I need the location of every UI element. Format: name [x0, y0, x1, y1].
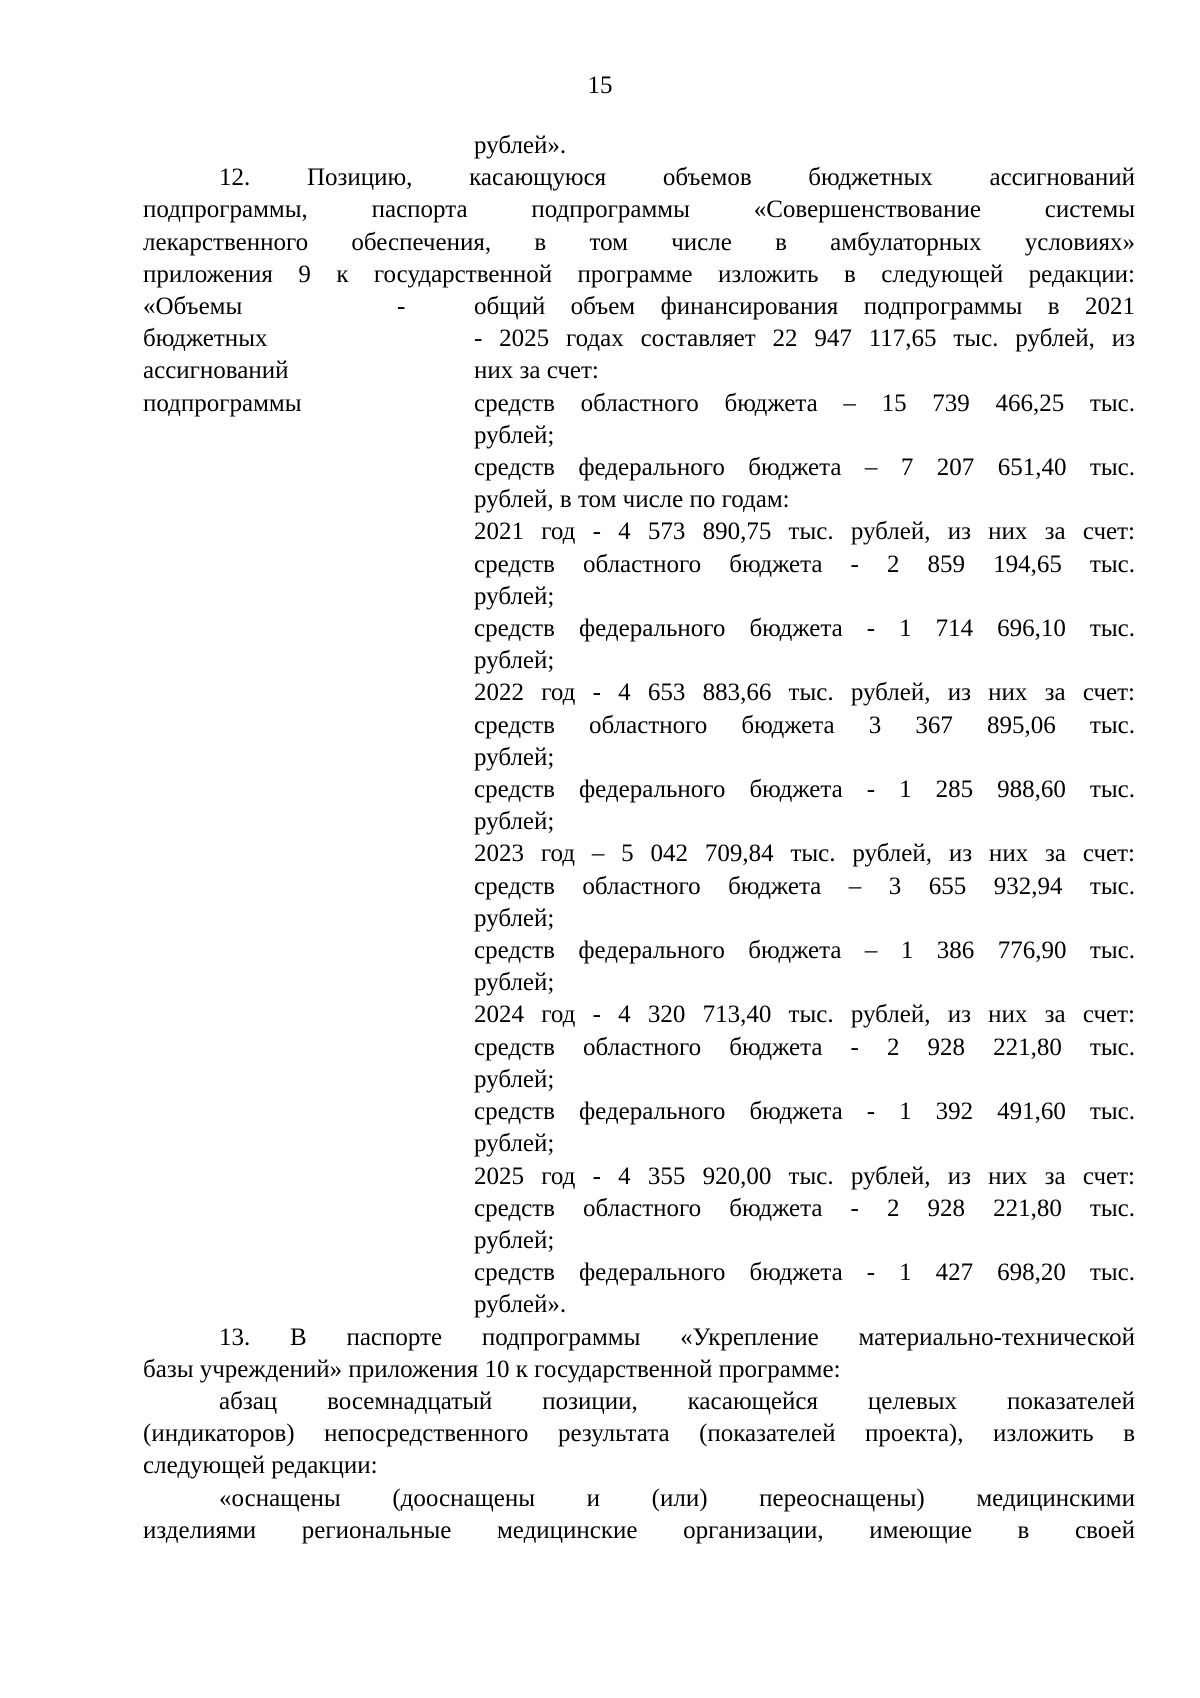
- passport-label-line: бюджетных: [143, 325, 268, 353]
- passport-line: рублей;: [474, 421, 555, 449]
- item-12-line: подпрограммы, паспорта подпрограммы «Совершенствование системы: [143, 196, 1135, 224]
- paragraph-line: «оснащены (дооснащены и (или) переоснащены) медицинскими: [219, 1484, 1135, 1512]
- passport-line: средств федерального бюджета – 7 207 651,40 тыс.: [474, 454, 1135, 482]
- passport-line: средств областного бюджета - 2 928 221,80 тыс.: [474, 1033, 1135, 1061]
- passport-line: 2022 год - 4 653 883,66 тыс. рублей, из них за счет:: [474, 679, 1135, 707]
- passport-line: них за счет:: [474, 357, 599, 385]
- page-number: 15: [587, 72, 613, 99]
- passport-line: рублей;: [474, 1065, 555, 1093]
- budget-passport-block: [143, 291, 1135, 1322]
- passport-line: средств федерального бюджета - 1 427 698,20 тыс.: [474, 1259, 1135, 1287]
- passport-line: рублей».: [474, 1291, 567, 1319]
- item-12-line: лекарственного обеспечения, в том числе в амбулаторных условиях»: [143, 228, 1135, 256]
- continuation-line: рублей».: [474, 132, 567, 159]
- passport-line: рублей;: [474, 969, 555, 997]
- passport-line: средств областного бюджета – 3 655 932,94 тыс.: [474, 872, 1135, 900]
- passport-line: - 2025 годах составляет 22 947 117,65 тыс. рублей, из: [474, 325, 1135, 353]
- passport-line: рублей;: [474, 647, 555, 675]
- paragraph-line: (индикаторов) непосредственного результата (показателей проекта), изложить в: [143, 1420, 1135, 1448]
- passport-line: рублей;: [474, 1226, 555, 1254]
- passport-line: 2025 год - 4 355 920,00 тыс. рублей, из них за счет:: [474, 1162, 1135, 1190]
- item-12: [143, 162, 1135, 291]
- item-12-line: 12. Позицию, касающуюся объемов бюджетных ассигнований: [219, 164, 1135, 192]
- passport-label-line: «Объемы: [143, 293, 243, 321]
- item-12-line: приложения 9 к государственной программе изложить в следующей редакции:: [143, 260, 1135, 288]
- passport-line: рублей;: [474, 808, 555, 836]
- paragraph-line: следующей редакции:: [143, 1452, 378, 1480]
- passport-line: рублей;: [474, 904, 555, 932]
- passport-line: средств федерального бюджета - 1 392 491,60 тыс.: [474, 1098, 1135, 1126]
- passport-line: общий объем финансирования подпрограммы в 2021: [474, 293, 1135, 321]
- passport-line: средств областного бюджета 3 367 895,06 тыс.: [474, 711, 1135, 739]
- passport-line: средств областного бюджета - 2 928 221,80 тыс.: [474, 1194, 1135, 1222]
- passport-line: рублей;: [474, 743, 555, 771]
- item-13-line: 13. В паспорте подпрограммы «Укрепление материально-технической: [219, 1323, 1135, 1351]
- passport-line: рублей;: [474, 1130, 555, 1158]
- document-body: [143, 130, 1135, 1547]
- passport-label: [143, 291, 343, 420]
- passport-line: средств областного бюджета – 15 739 466,25 тыс.: [474, 389, 1135, 417]
- item-13-line: базы учреждений» приложения 10 к государственной программе:: [143, 1355, 841, 1383]
- passport-line: 2024 год - 4 320 713,40 тыс. рублей, из них за счет:: [474, 1001, 1135, 1029]
- passport-line: средств федерального бюджета - 1 285 988,60 тыс.: [474, 776, 1135, 804]
- paragraph-line: изделиями региональные медицинские организации, имеющие в своей: [143, 1516, 1135, 1544]
- passport-label-line: ассигнований: [143, 357, 289, 385]
- passport-body: [143, 291, 1135, 1322]
- paragraph-line: абзац восемнадцатый позиции, касающейся целевых показателей: [219, 1387, 1135, 1415]
- passport-line: средств федерального бюджета - 1 714 696,10 тыс.: [474, 615, 1135, 643]
- passport-line: рублей, в том числе по годам:: [474, 486, 790, 514]
- passport-line: средств федерального бюджета – 1 386 776,90 тыс.: [474, 937, 1135, 965]
- passport-label-line: подпрограммы: [143, 389, 302, 417]
- passport-line: 2023 год – 5 042 709,84 тыс. рублей, из них за счет:: [474, 840, 1135, 868]
- item-13: [143, 1322, 1135, 1386]
- passport-line: средств областного бюджета - 2 859 194,65 тыс.: [474, 550, 1135, 578]
- paragraph-abzac: [143, 1386, 1135, 1483]
- passport-line: 2021 год - 4 573 890,75 тыс. рублей, из них за счет:: [474, 518, 1135, 546]
- passport-line: рублей;: [474, 582, 555, 610]
- paragraph-quote: [143, 1483, 1135, 1547]
- passport-dash: -: [397, 293, 406, 321]
